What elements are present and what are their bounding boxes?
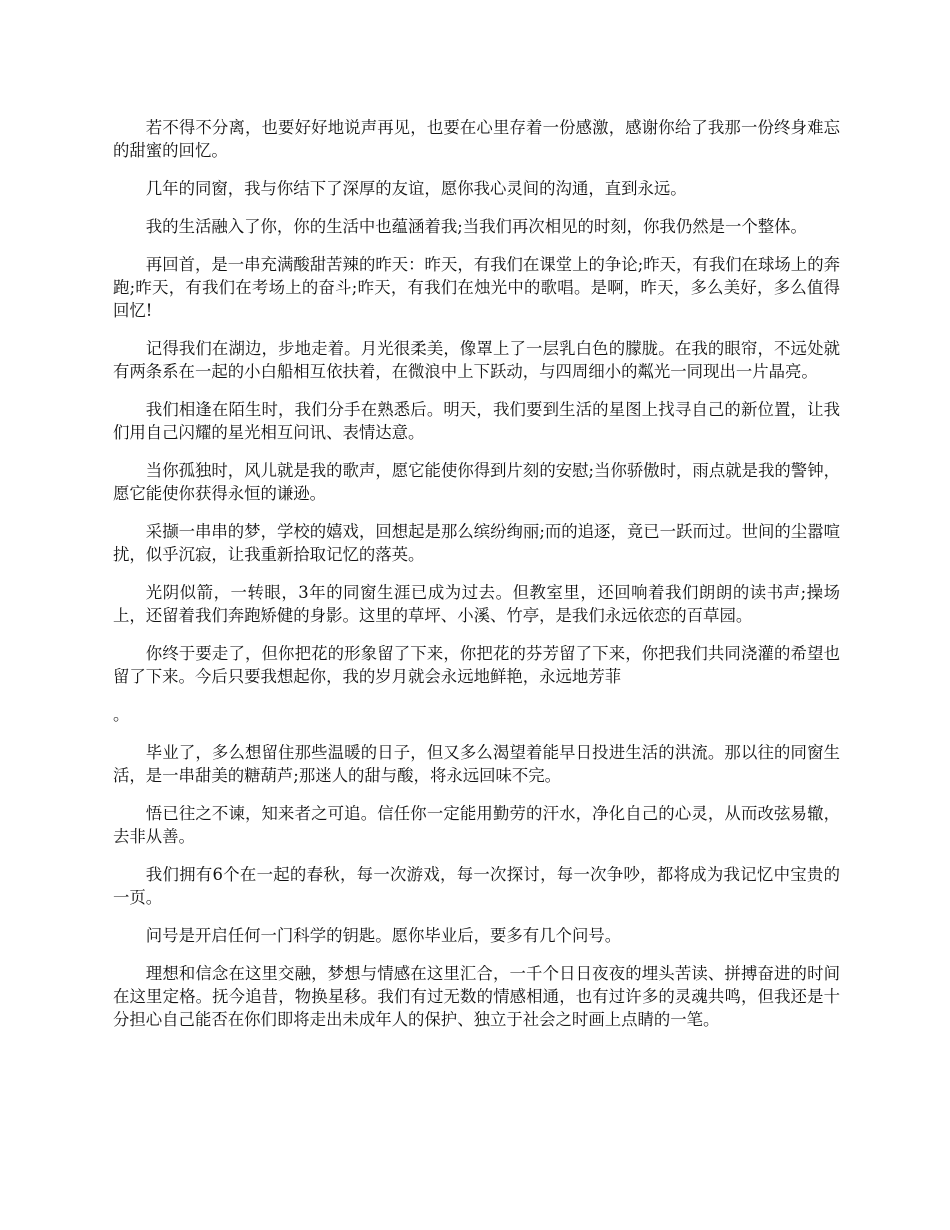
paragraph: 采撷一串串的梦，学校的嬉戏，回想起是那么缤纷绚丽;而的追逐，竟已一跃而过。世间的尘嚣喧扰，似乎沉寂，让我重新拾取记忆的落英。 <box>113 522 840 564</box>
paragraph: 毕业了，多么想留住那些温暖的日子，但又多么渴望着能早日投进生活的洪流。那以往的同窗生活，是一串甜美的糖葫芦;那迷人的甜与酸，将永远回味不完。 <box>113 743 840 785</box>
paragraph: 记得我们在湖边，步地走着。月光很柔美，像罩上了一层乳白色的朦胧。在我的眼帘，不远处就有两条系在一起的小白船相互依扶着，在微浪中上下跃动，与四周细小的粼光一同现出一片晶亮。 <box>113 339 840 381</box>
document-page <box>113 116 840 1046</box>
paragraph: 几年的同窗，我与你结下了深厚的友谊，愿你我心灵间的沟通，直到永远。 <box>145 179 687 198</box>
paragraph: 光阴似箭，一转眼，3年的同窗生涯已成为过去。但教室里，还回响着我们朗朗的读书声;操场上，还留着我们奔跑矫健的身影。这里的草坪、小溪、竹亭，是我们永远依恋的百草园。 <box>113 583 840 625</box>
paragraph: 我的生活融入了你，你的生活中也蕴涵着我;当我们再次相见的时刻，你我仍然是一个整体。 <box>145 217 807 236</box>
paragraph: 你终于要走了，但你把花的形象留了下来，你把花的芬芳留了下来，你把我们共同浇灌的希望也留了下来。今后只要我想起你，我的岁月就会永远地鲜艳，永远地芳菲 <box>113 644 840 686</box>
paragraph-fragment: 。 <box>113 705 130 724</box>
paragraph: 理想和信念在这里交融，梦想与情感在这里汇合，一千个日日夜夜的埋头苦读、拼搏奋进的时间在这里定格。抚今追昔，物换星移。我们有过无数的情感相通，也有过许多的灵魂共鸣，但我还是十分担心自己能否在你们即将走出未成年人的保护、独立于社会之时画上点睛的一笔。 <box>113 964 840 1029</box>
paragraph: 我们拥有6个在一起的春秋，每一次游戏，每一次探讨，每一次争吵，都将成为我记忆中宝贵的一页。 <box>113 865 840 907</box>
paragraph: 悟已往之不谏，知来者之可追。信任你一定能用勤劳的汗水，净化自己的心灵，从而改弦易辙，去非从善。 <box>113 804 840 846</box>
paragraph: 我们相逢在陌生时，我们分手在熟悉后。明天，我们要到生活的星图上找寻自己的新位置，让我们用自己闪耀的星光相互问讯、表情达意。 <box>113 400 840 442</box>
paragraph: 当你孤独时，风儿就是我的歌声，愿它能使你得到片刻的安慰;当你骄傲时，雨点就是我的警钟，愿它能使你获得永恒的谦逊。 <box>113 461 840 503</box>
paragraph: 若不得不分离，也要好好地说声再见，也要在心里存着一份感激，感谢你给了我那一份终身难忘的甜蜜的回忆。 <box>113 118 840 160</box>
paragraph: 再回首，是一串充满酸甜苦辣的昨天：昨天，有我们在课堂上的争论;昨天，有我们在球场上的奔跑;昨天，有我们在考场上的奋斗;昨天，有我们在烛光中的歌唱。是啊，昨天，多么美好，多么值得回忆! <box>113 255 840 320</box>
paragraph: 问号是开启任何一门科学的钥匙。愿你毕业后，要多有几个问号。 <box>145 926 622 945</box>
